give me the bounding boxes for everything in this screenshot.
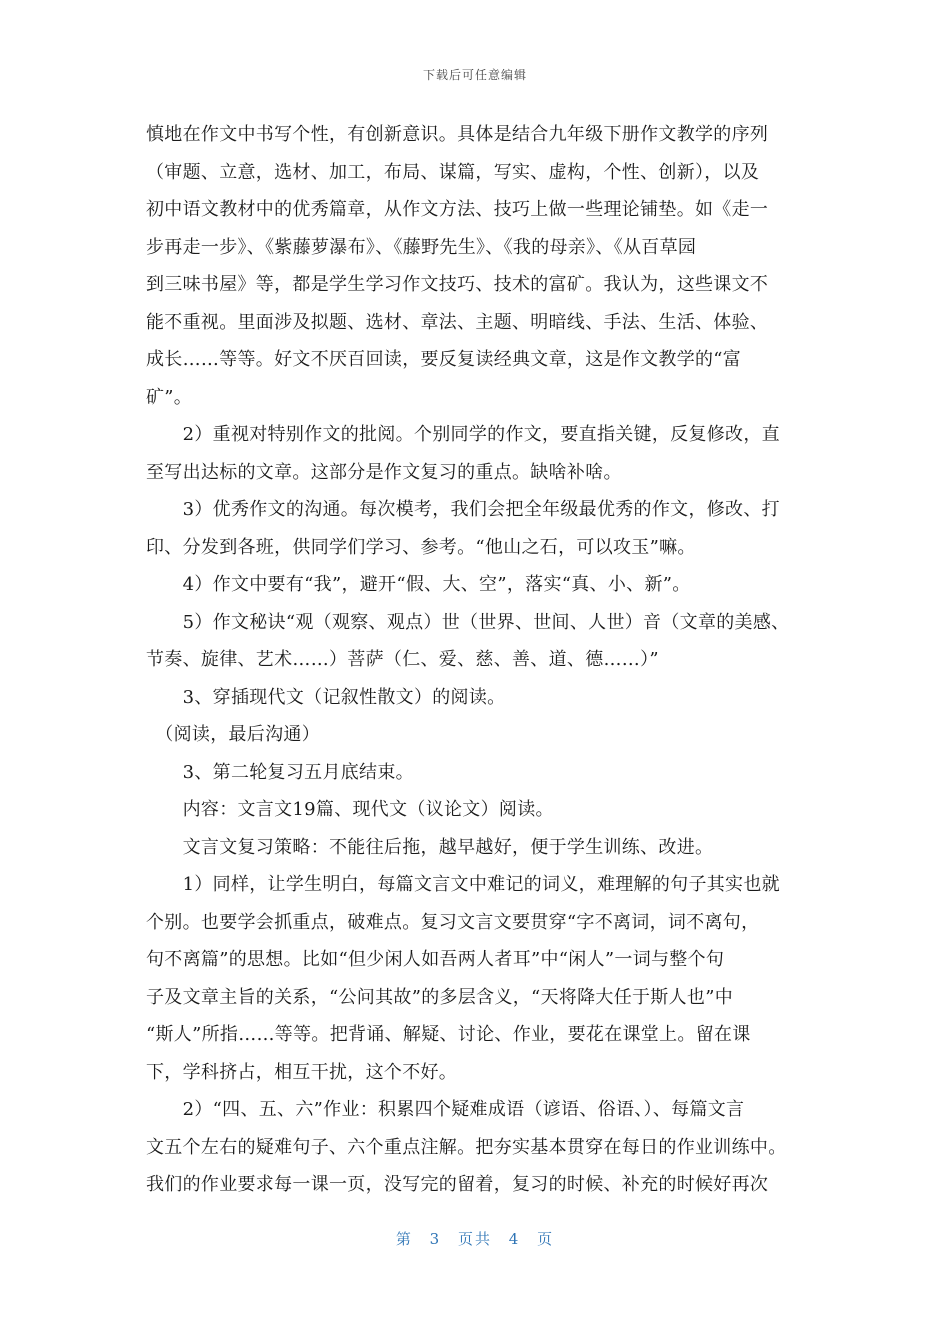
- text-line: 3、穿插现代文（记叙性散文）的阅读。: [146, 686, 506, 708]
- text-line: 文言文复习策略：不能往后拖，越早越好，便于学生训练、改进。: [146, 836, 714, 858]
- text-line: 步再走一步》、《紫藤萝瀑布》、《藤野先生》、《我的母亲》、《从百草园: [146, 236, 697, 258]
- text-line: 下，学科挤占，相互干扰，这个不好。: [146, 1061, 458, 1083]
- text-line: 4）作文中要有“我”，避开“假、大、空”，落实“真、小、新”。: [146, 574, 691, 595]
- text-line: 我们的作业要求每一课一页，没写完的留着，复习的时候、补充的时候好再次: [146, 1174, 769, 1195]
- text-line: 句不离篇”的思想。比如“但少闲人如吾两人者耳”中“闲人”一词与整个句: [146, 949, 725, 970]
- text-line: 内容：文言文19篇、现代文（议论文）阅读。: [146, 799, 554, 820]
- body-text: [146, 116, 826, 1204]
- text-line: （阅读，最后沟通）: [146, 724, 320, 745]
- text-line: 节奏、旋律、艺术……）菩萨（仁、爱、慈、善、道、德……）”: [146, 649, 659, 670]
- text-line: 3）优秀作文的沟通。每次模考，我们会把全年级最优秀的作文，修改、打: [146, 499, 780, 520]
- text-line: 1）同样，让学生明白，每篇文言文中难记的词义，难理解的句子其实也就: [146, 874, 780, 895]
- text-line: 文五个左右的疑难句子、六个重点注解。把夯实基本贯穿在每日的作业训练中。: [146, 1136, 787, 1158]
- page-header: 下载后可任意编辑: [422, 68, 527, 82]
- text-line: 印、分发到各班，供同学们学习、参考。“他山之石，可以攻玉”嘛。: [146, 536, 696, 558]
- text-line: 到三味书屋》等，都是学生学习作文技巧、技术的富矿。我认为，这些课文不: [146, 274, 769, 295]
- text-line: 2）重视对特别作文的批阅。个别同学的作文，要直指关键，反复修改，直: [146, 424, 780, 445]
- text-line: “斯人”所指……等等。把背诵、解疑、讨论、作业，要花在课堂上。留在课: [146, 1024, 751, 1045]
- page-footer: 第 3 页共 4 页: [395, 1230, 555, 1248]
- text-line: 能不重视。里面涉及拟题、选材、章法、主题、明暗线、手法、生活、体验、: [146, 311, 769, 333]
- text-line: 至写出达标的文章。这部分是作文复习的重点。缺啥补啥。: [146, 461, 622, 483]
- text-line: 5）作文秘诀“观（观察、观点）世（世界、世间、人世）音（文章的美感、: [146, 611, 790, 633]
- text-line: 3、第二轮复习五月底结束。: [146, 761, 414, 783]
- text-line: 2）“四、五、六”作业：积累四个疑难成语（谚语、俗语、）、每篇文言: [146, 1099, 745, 1120]
- text-line: 子及文章主旨的关系，“公问其故”的多层含义，“天将降大任于斯人也”中: [146, 986, 734, 1008]
- text-line: 成长……等等。好文不厌百回读，要反复读经典文章，这是作文教学的“富: [146, 349, 742, 370]
- text-line: 慎地在作文中书写个性，有创新意识。具体是结合九年级下册作文教学的序列: [146, 124, 769, 145]
- text-line: 初中语文教材中的优秀篇章，从作文方法、技巧上做一些理论铺垫。如《走一: [146, 199, 769, 220]
- text-line: （审题、立意，选材、加工，布局、谋篇，写实、虚构，个性、创新），以及: [146, 161, 760, 183]
- text-line: 个别。也要学会抓重点，破难点。复习文言文要贯穿“字不离词，词不离句，: [146, 911, 760, 933]
- text-line: 矿”。: [146, 386, 193, 408]
